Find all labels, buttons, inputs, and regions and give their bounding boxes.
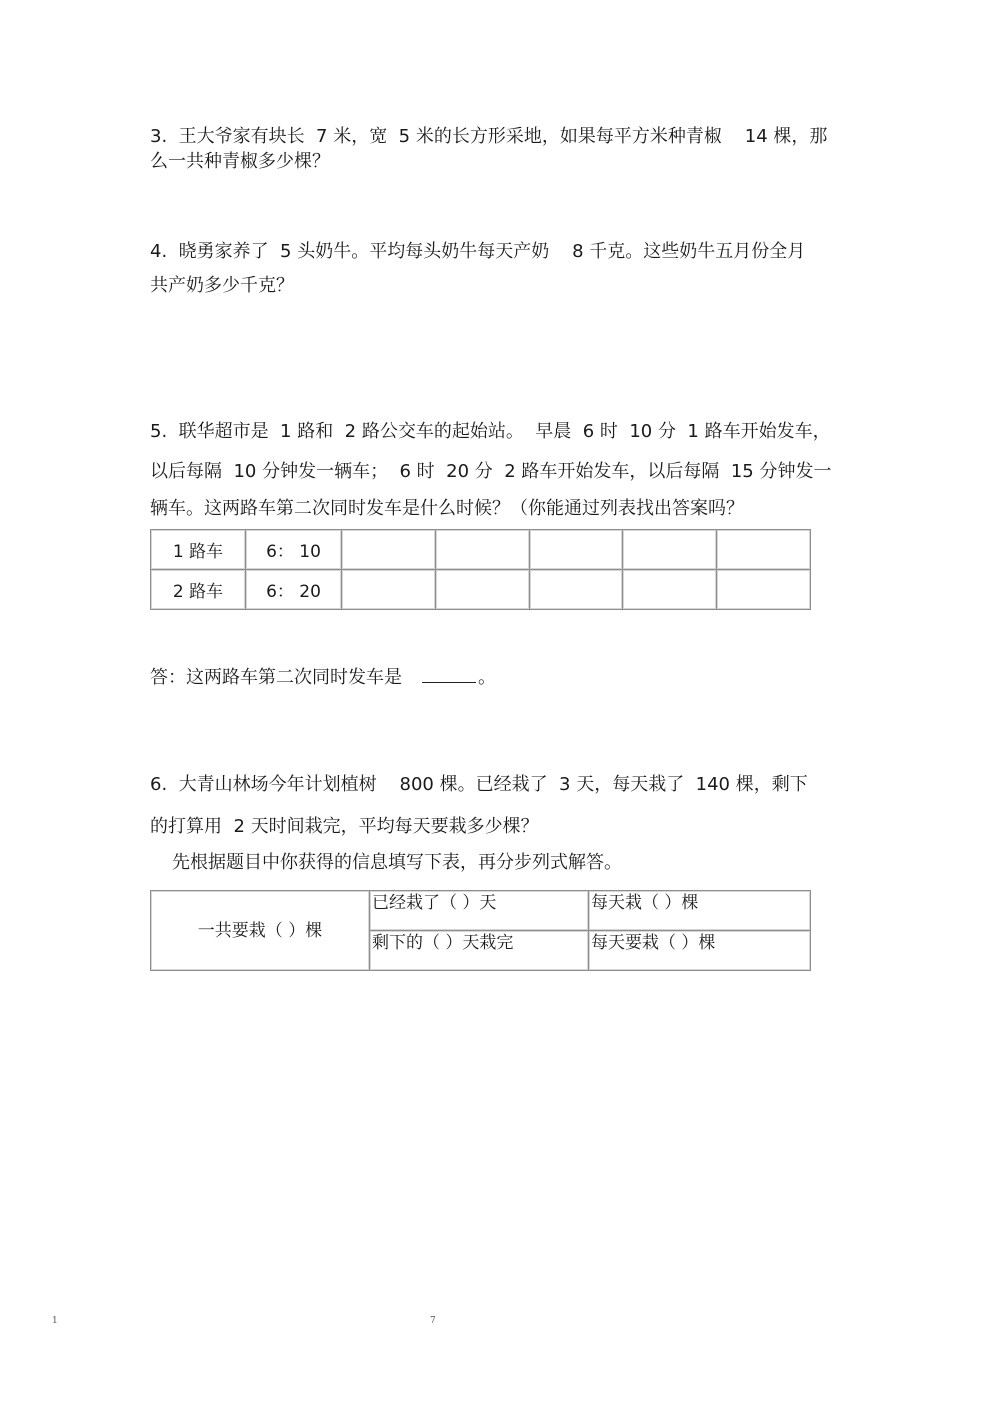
q5-line1: 5. 联华超市是 1 路和 2 路公交车的起始站。 早晨 6 时 10 分 1 路车开始发车， (150, 421, 831, 442)
q5-line2: 以后每隔 10 分钟发一辆车； 6 时 20 分 2 路车开始发车，以后每隔 15 分钟发一 (150, 461, 832, 482)
footer-left: 1 (52, 1316, 58, 1326)
q6-instruction: 先根据题目中你获得的信息填写下表，再分步列式解答。 (172, 852, 622, 873)
blank-cell[interactable] (717, 570, 811, 610)
start-time-cell: 6： 20 (246, 570, 342, 610)
route-cell: 2 路车 (151, 570, 246, 610)
blank-cell[interactable] (717, 530, 811, 570)
q5-answer (150, 666, 496, 690)
total-cell[interactable]: 一共要栽（ ）棵 (151, 891, 370, 971)
planting-table (150, 890, 811, 971)
table-row (151, 530, 811, 570)
table-row (151, 891, 811, 931)
q3-line1: 3. 王大爷家有块长 7 米，宽 5 米的长方形采地，如果每平方米种青椒 14 棵，那 (150, 126, 828, 147)
blank-cell[interactable] (529, 570, 623, 610)
remaining-days-cell[interactable]: 剩下的（ ）天栽完 (370, 931, 589, 971)
start-time-cell: 6： 10 (246, 530, 342, 570)
bus-schedule-table (150, 529, 811, 610)
q6-line2: 的打算用 2 天时间栽完，平均每天要栽多少棵？ (150, 816, 539, 837)
q5-line3: 辆车。这两路车第二次同时发车是什么时候？（你能通过列表找出答案吗？ (150, 498, 744, 519)
q4-line2: 共产奶多少千克？ (150, 275, 294, 296)
route-cell: 1 路车 (151, 530, 246, 570)
q3-line2: 么一共种青椒多少棵？ (150, 151, 330, 172)
blank-cell[interactable] (623, 570, 717, 610)
q6-line1: 6. 大青山林场今年计划植树 800 棵。已经栽了 3 天，每天栽了 140 棵，剩下 (150, 774, 808, 795)
blank-cell[interactable] (529, 530, 623, 570)
page-number: 7 (430, 1316, 436, 1326)
table-row (151, 570, 811, 610)
answer-suffix: 。 (478, 667, 496, 688)
blank-cell[interactable] (435, 530, 529, 570)
blank-cell[interactable] (342, 530, 436, 570)
blank-cell[interactable] (623, 530, 717, 570)
q4-line1: 4. 晓勇家养了 5 头奶牛。平均每头奶牛每天产奶 8 千克。这些奶牛五月份全月 (150, 241, 806, 262)
planted-days-cell[interactable]: 已经栽了（ ）天 (370, 891, 589, 931)
per-day-cell[interactable]: 每天栽（ ）棵 (589, 891, 811, 931)
answer-blank[interactable] (422, 668, 476, 683)
blank-cell[interactable] (435, 570, 529, 610)
answer-prefix: 答：这两路车第二次同时发车是 (150, 667, 402, 688)
per-day-needed-cell[interactable]: 每天要栽（ ）棵 (589, 931, 811, 971)
blank-cell[interactable] (342, 570, 436, 610)
